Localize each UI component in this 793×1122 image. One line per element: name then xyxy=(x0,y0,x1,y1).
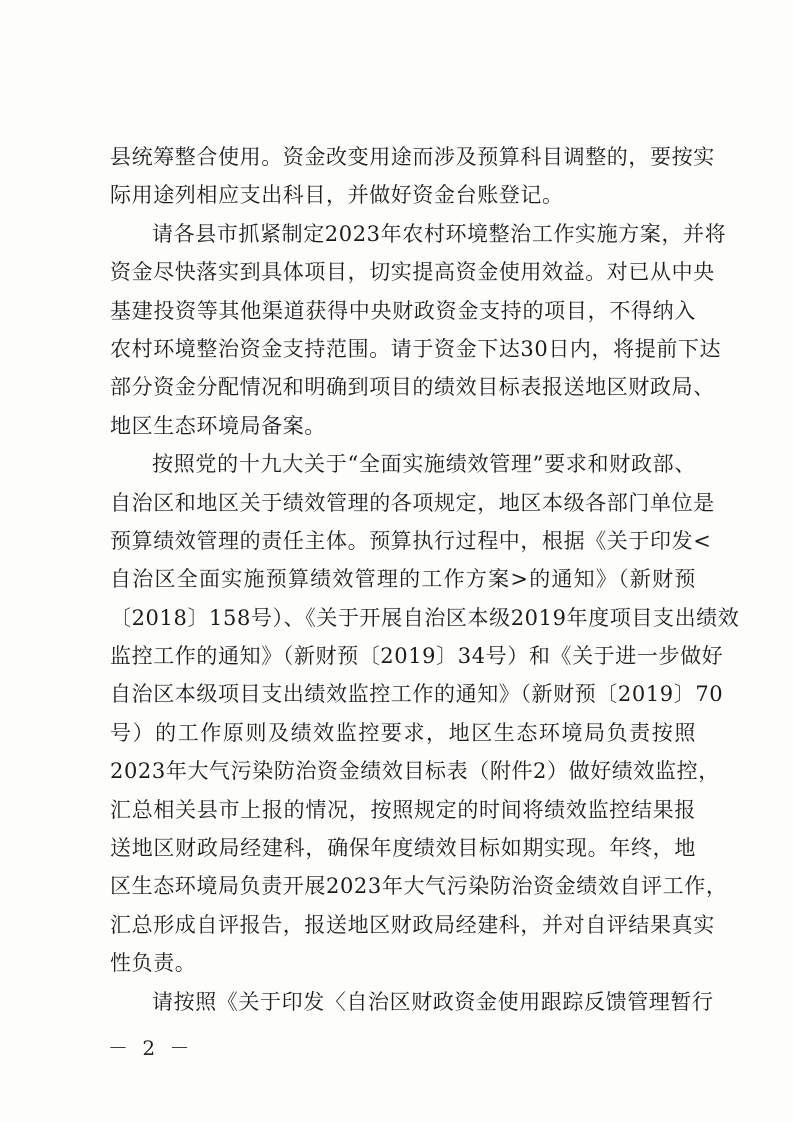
paragraph-1 xyxy=(110,138,715,215)
text-line: 按照党的十九大关于“全面实施绩效管理”要求和财政部、 xyxy=(152,452,696,477)
text-line: 送地区财政局经建科，确保年度绩效目标如期实现。年终，地 xyxy=(110,836,696,861)
paragraph-3 xyxy=(110,445,740,982)
text-line: 汇总形成自评报告，报送地区财政局经建科，并对自评结果真实 xyxy=(110,912,715,937)
text-line: 基建投资等其他渠道获得中央财政资金支持的项目，不得纳入 xyxy=(110,298,696,323)
text-line: 资金尽快落实到具体项目，切实提高资金使用效益。对已从中央 xyxy=(110,260,715,285)
text-line: 地区生态环境局备案。 xyxy=(110,413,326,438)
text-line: 性负责。 xyxy=(110,951,197,976)
text-line: 自治区本级项目支出绩效监控工作的通知》（新财预〔2019〕70 xyxy=(110,682,724,707)
text-line: 请按照《关于印发〈自治区财政资金使用跟踪反馈管理暂行 xyxy=(152,989,714,1014)
text-line: 际用途列相应支出科目，并做好资金台账登记。 xyxy=(110,183,564,208)
text-line: 自治区和地区关于绩效管理的各项规定，地区本级各部门单位是 xyxy=(110,490,715,515)
page-number: － 2 － xyxy=(108,1036,194,1060)
text-line: 预算绩效管理的责任主体。预算执行过程中，根据《关于印发< xyxy=(110,528,712,553)
text-line: 区生态环境局负责开展2023年大气污染防治资金绩效自评工作， xyxy=(110,874,728,899)
paragraph-4 xyxy=(110,983,714,1021)
text-line: 号）的工作原则及绩效监控要求，地区生态环境局负责按照 xyxy=(110,720,696,745)
paragraph-2 xyxy=(110,215,727,445)
text-line: 监控工作的通知》（新财预〔2019〕34号）和《关于进一步做好 xyxy=(110,644,724,669)
text-line: 部分资金分配情况和明确到项目的绩效目标表报送地区财政局、 xyxy=(110,375,715,400)
text-line: 〔2018〕158号）、《关于开展自治区本级2019年度项目支出绩效 xyxy=(110,605,740,630)
text-line: 请各县市抓紧制定2023年农村环境整治工作实施方案，并将 xyxy=(152,221,727,246)
document-body xyxy=(110,138,740,1021)
text-line: 县统筹整合使用。资金改变用途而涉及预算科目调整的，要按实 xyxy=(110,145,715,169)
text-line: 2023年大气污染防治资金绩效目标表（附件2）做好绩效监控， xyxy=(110,759,720,784)
text-line: 农村环境整治资金支持范围。请于资金下达30日内，将提前下达 xyxy=(110,336,722,361)
text-line: 汇总相关县市上报的情况，按照规定的时间将绩效监控结果报 xyxy=(110,797,696,822)
text-line: 自治区全面实施预算绩效管理的工作方案>的通知》（新财预 xyxy=(110,567,696,592)
